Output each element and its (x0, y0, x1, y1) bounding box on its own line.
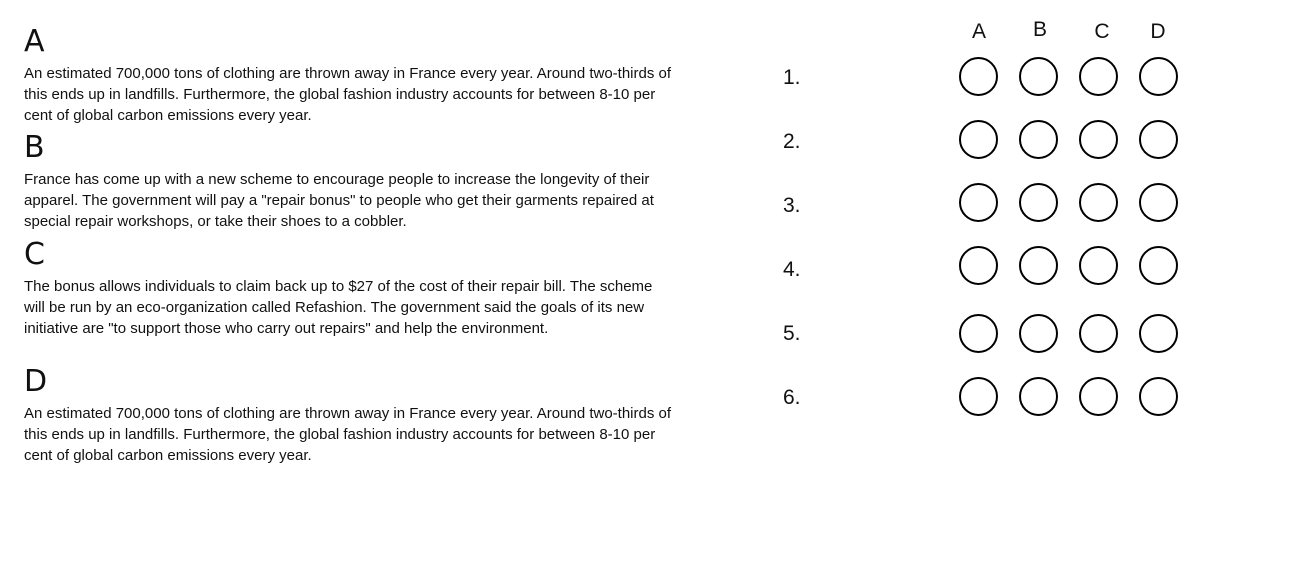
row-number-6: 6. (783, 386, 801, 409)
answer-bubble-2-d[interactable] (1139, 120, 1178, 159)
answer-bubble-4-c[interactable] (1079, 246, 1118, 285)
answer-bubble-3-c[interactable] (1079, 183, 1118, 222)
answer-bubble-5-c[interactable] (1079, 314, 1118, 353)
answer-bubble-1-c[interactable] (1079, 57, 1118, 96)
row-number-3: 3. (783, 194, 801, 217)
column-header-d: D (1150, 20, 1166, 43)
answer-bubble-5-d[interactable] (1139, 314, 1178, 353)
column-header-c: C (1094, 20, 1110, 43)
answer-bubble-1-b[interactable] (1019, 57, 1058, 96)
row-number-1: 1. (783, 66, 801, 89)
row-number-5: 5. (783, 322, 801, 345)
passage-letter: C (24, 237, 45, 272)
answer-bubble-6-b[interactable] (1019, 377, 1058, 416)
passage-c (24, 237, 674, 339)
passage-letter: A (24, 24, 45, 59)
passage-text: An estimated 700,000 tons of clothing are thrown away in France every year. Around two-thirds of this ends up in landfills. Furthermore, the global fashion industry accounts for between 8-10 per cent of global carbon emissions every year. (24, 65, 672, 124)
passage-d (24, 364, 674, 466)
answer-bubble-6-a[interactable] (959, 377, 998, 416)
row-number-2: 2. (783, 130, 801, 153)
answer-bubble-2-a[interactable] (959, 120, 998, 159)
answer-bubble-6-c[interactable] (1079, 377, 1118, 416)
passage-text: An estimated 700,000 tons of clothing are thrown away in France every year. Around two-thirds of this ends up in landfills. Furthermore, the global fashion industry accounts for between 8-10 per cent of global carbon emissions every year. (24, 405, 672, 464)
answer-bubble-1-a[interactable] (959, 57, 998, 96)
passage-text: The bonus allows individuals to claim back up to $27 of the cost of their repair bill. The scheme will be run by an eco-organization called Refashion. The government said the goals of its new initiative are "to support those who carry out repairs" and help the environment. (24, 278, 653, 337)
answer-bubble-5-b[interactable] (1019, 314, 1058, 353)
answer-bubble-3-b[interactable] (1019, 183, 1058, 222)
answer-bubble-6-d[interactable] (1139, 377, 1178, 416)
answer-bubble-3-d[interactable] (1139, 183, 1178, 222)
answer-bubble-2-b[interactable] (1019, 120, 1058, 159)
passage-letter: B (24, 130, 45, 165)
answer-bubble-2-c[interactable] (1079, 120, 1118, 159)
answer-bubble-3-a[interactable] (959, 183, 998, 222)
column-header-b: B (1032, 18, 1048, 41)
answer-bubble-5-a[interactable] (959, 314, 998, 353)
answer-bubble-1-d[interactable] (1139, 57, 1178, 96)
passage-b (24, 130, 674, 232)
passage-letter: D (24, 364, 48, 399)
answer-bubble-4-d[interactable] (1139, 246, 1178, 285)
row-number-4: 4. (783, 258, 801, 281)
column-header-a: A (971, 20, 987, 43)
passage-a (24, 24, 674, 126)
passage-text: France has come up with a new scheme to encourage people to increase the longevity of their apparel. The government will pay a "repair bonus" to people who get their garments repaired at special repair workshops, or take their shoes to a cobbler. (24, 171, 654, 230)
answer-bubble-4-b[interactable] (1019, 246, 1058, 285)
answer-bubble-4-a[interactable] (959, 246, 998, 285)
